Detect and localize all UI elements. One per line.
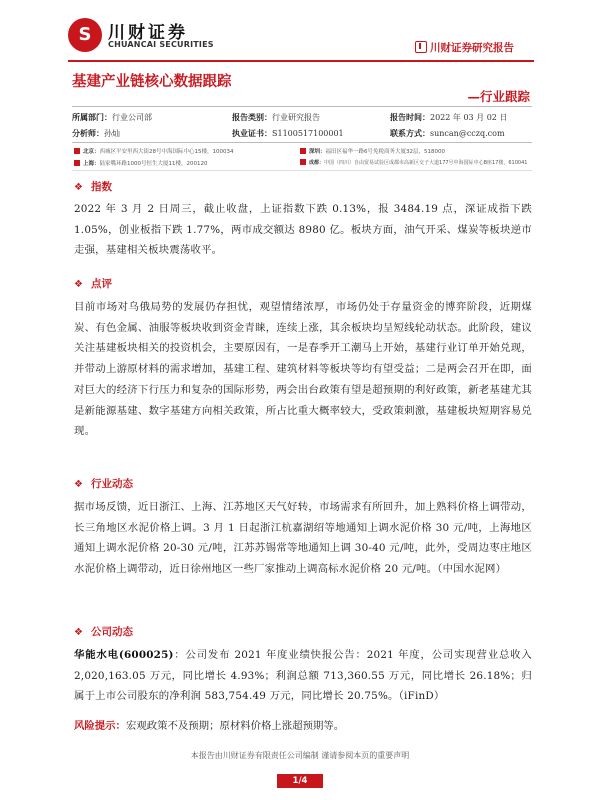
report-title: 基建产业链核心数据跟踪: [72, 74, 232, 90]
contact-email: suncan@cczq.com: [430, 129, 505, 138]
page-header: [0, 0, 600, 66]
location-icon: [74, 160, 80, 166]
section-comment-heading: ❖ 点评: [74, 278, 112, 290]
section-comment-text: 目前市场对乌俄局势的发展仍存担忧，观望情绪浓厚，市场仍处于存量资金的博弈阶段，近期煤炭、有色金属、油服等板块收到资金青睐，连续上涨，其余板块均呈短线轮动状态。此阶段，建议关注基建板块相关的投资机会，主要原因有，一是春季开工潮马上开始，基建行业订单开始兑现，并带动上游原材料的需求增加，基建工程、建筑材料等板块等均有望受益；二是两会召开在即，面对巨大的经济下行压力和复杂的国际形势，两会出台政策有望是超预期的利好政策，新老基建尤其是新能源基建、数字基建方向相关政策，所占比重大概率较大，受政策刺激，基建板块短期容易兑现。: [74, 301, 532, 438]
diamond-icon: ❖: [74, 479, 83, 490]
section-company-text: 华能水电(600025)：公司发布 2021 年度业绩快报公告：2021 年度，公司实现营业总收入 2,020,163.05 万元，同比增长 4.93%；利润总额 713,360.55 万元，同比增长 26.18%；归属于上市公司股东的净利润 583,754.49 万元，同比增长 20.75%。（iFinD）: [74, 649, 532, 703]
page-number: 1/4: [0, 768, 600, 788]
location-icon: [74, 148, 80, 154]
header-divider: [68, 60, 534, 62]
address-chengdu: 成都：中国（四川）自由贸易试验区成都市高新区交子大道177号中海国际中心B座17楼，610041: [300, 159, 527, 166]
address-shenzhen: 深圳：福田区福华一路6号免税商务大厦32层，518000: [300, 147, 445, 155]
section-industry-heading: ❖ 行业动态: [74, 478, 133, 490]
footer-disclaimer: 本报告由川财证券有限责任公司编制 谨请参阅本页的重要声明: [190, 751, 410, 760]
diamond-icon: ❖: [74, 279, 83, 290]
section-industry-text: 据市场反馈，近日浙江、上海、江苏地区天气好转，市场需求有所回升，加上熟料价格上调带动，长三角地区水泥价格上调。3 月 1 日起浙江杭嘉湖绍等地通知上调水泥价格 30 元/吨，上海地区通知上调水泥价格 20-30 元/吨，江苏苏锡常等地通知上调 30-40 元/吨，此外，受周边枣庄地区水泥价格上调带动，近日徐州地区一些厂家推动上调高标水泥价格 20 元/吨。（中国水泥网）: [74, 501, 532, 576]
report-badge: 川财证券研究报告: [415, 40, 514, 55]
section-index-text: 2022 年 3 月 2 日周三，截止收盘，上证指数下跌 0.13%，报 3484.19 点，深证成指下跌 1.05%，创业板指下跌 1.77%，两市成交额达 8980 亿。板块方面，油气开采、煤炭等板块逆市走强，基建相关板块震荡收平。: [74, 203, 532, 257]
risk-warning: 风险提示：宏观政策不及预期；原材料价格上涨超预期等。: [74, 720, 345, 732]
location-icon: [300, 159, 306, 165]
report-icon: [415, 41, 427, 53]
report-subtitle: —行业跟踪: [467, 89, 530, 104]
brand-name-cn: 川财证券: [108, 23, 188, 43]
address-shanghai: 上海：陆家嘴环路1000号恒生大厦11楼，200120: [74, 159, 208, 167]
company-name: 华能水电(600025): [74, 649, 174, 661]
address-divider: [72, 170, 532, 171]
meta-bottom-divider: [72, 142, 532, 143]
section-index-heading: ❖ 指数: [74, 181, 112, 193]
diamond-icon: ❖: [74, 182, 83, 193]
chuancai-logo-icon: S: [68, 18, 102, 52]
location-icon: [300, 148, 306, 154]
diamond-icon: ❖: [74, 627, 83, 638]
address-beijing: 北京：西城区平安里西大街28号中海国际中心15楼，100034: [74, 147, 234, 155]
meta-top-divider: [72, 106, 532, 107]
brand-name-en: CHUANCAI SECURITIES: [108, 40, 214, 49]
section-company-heading: ❖ 公司动态: [74, 626, 133, 638]
